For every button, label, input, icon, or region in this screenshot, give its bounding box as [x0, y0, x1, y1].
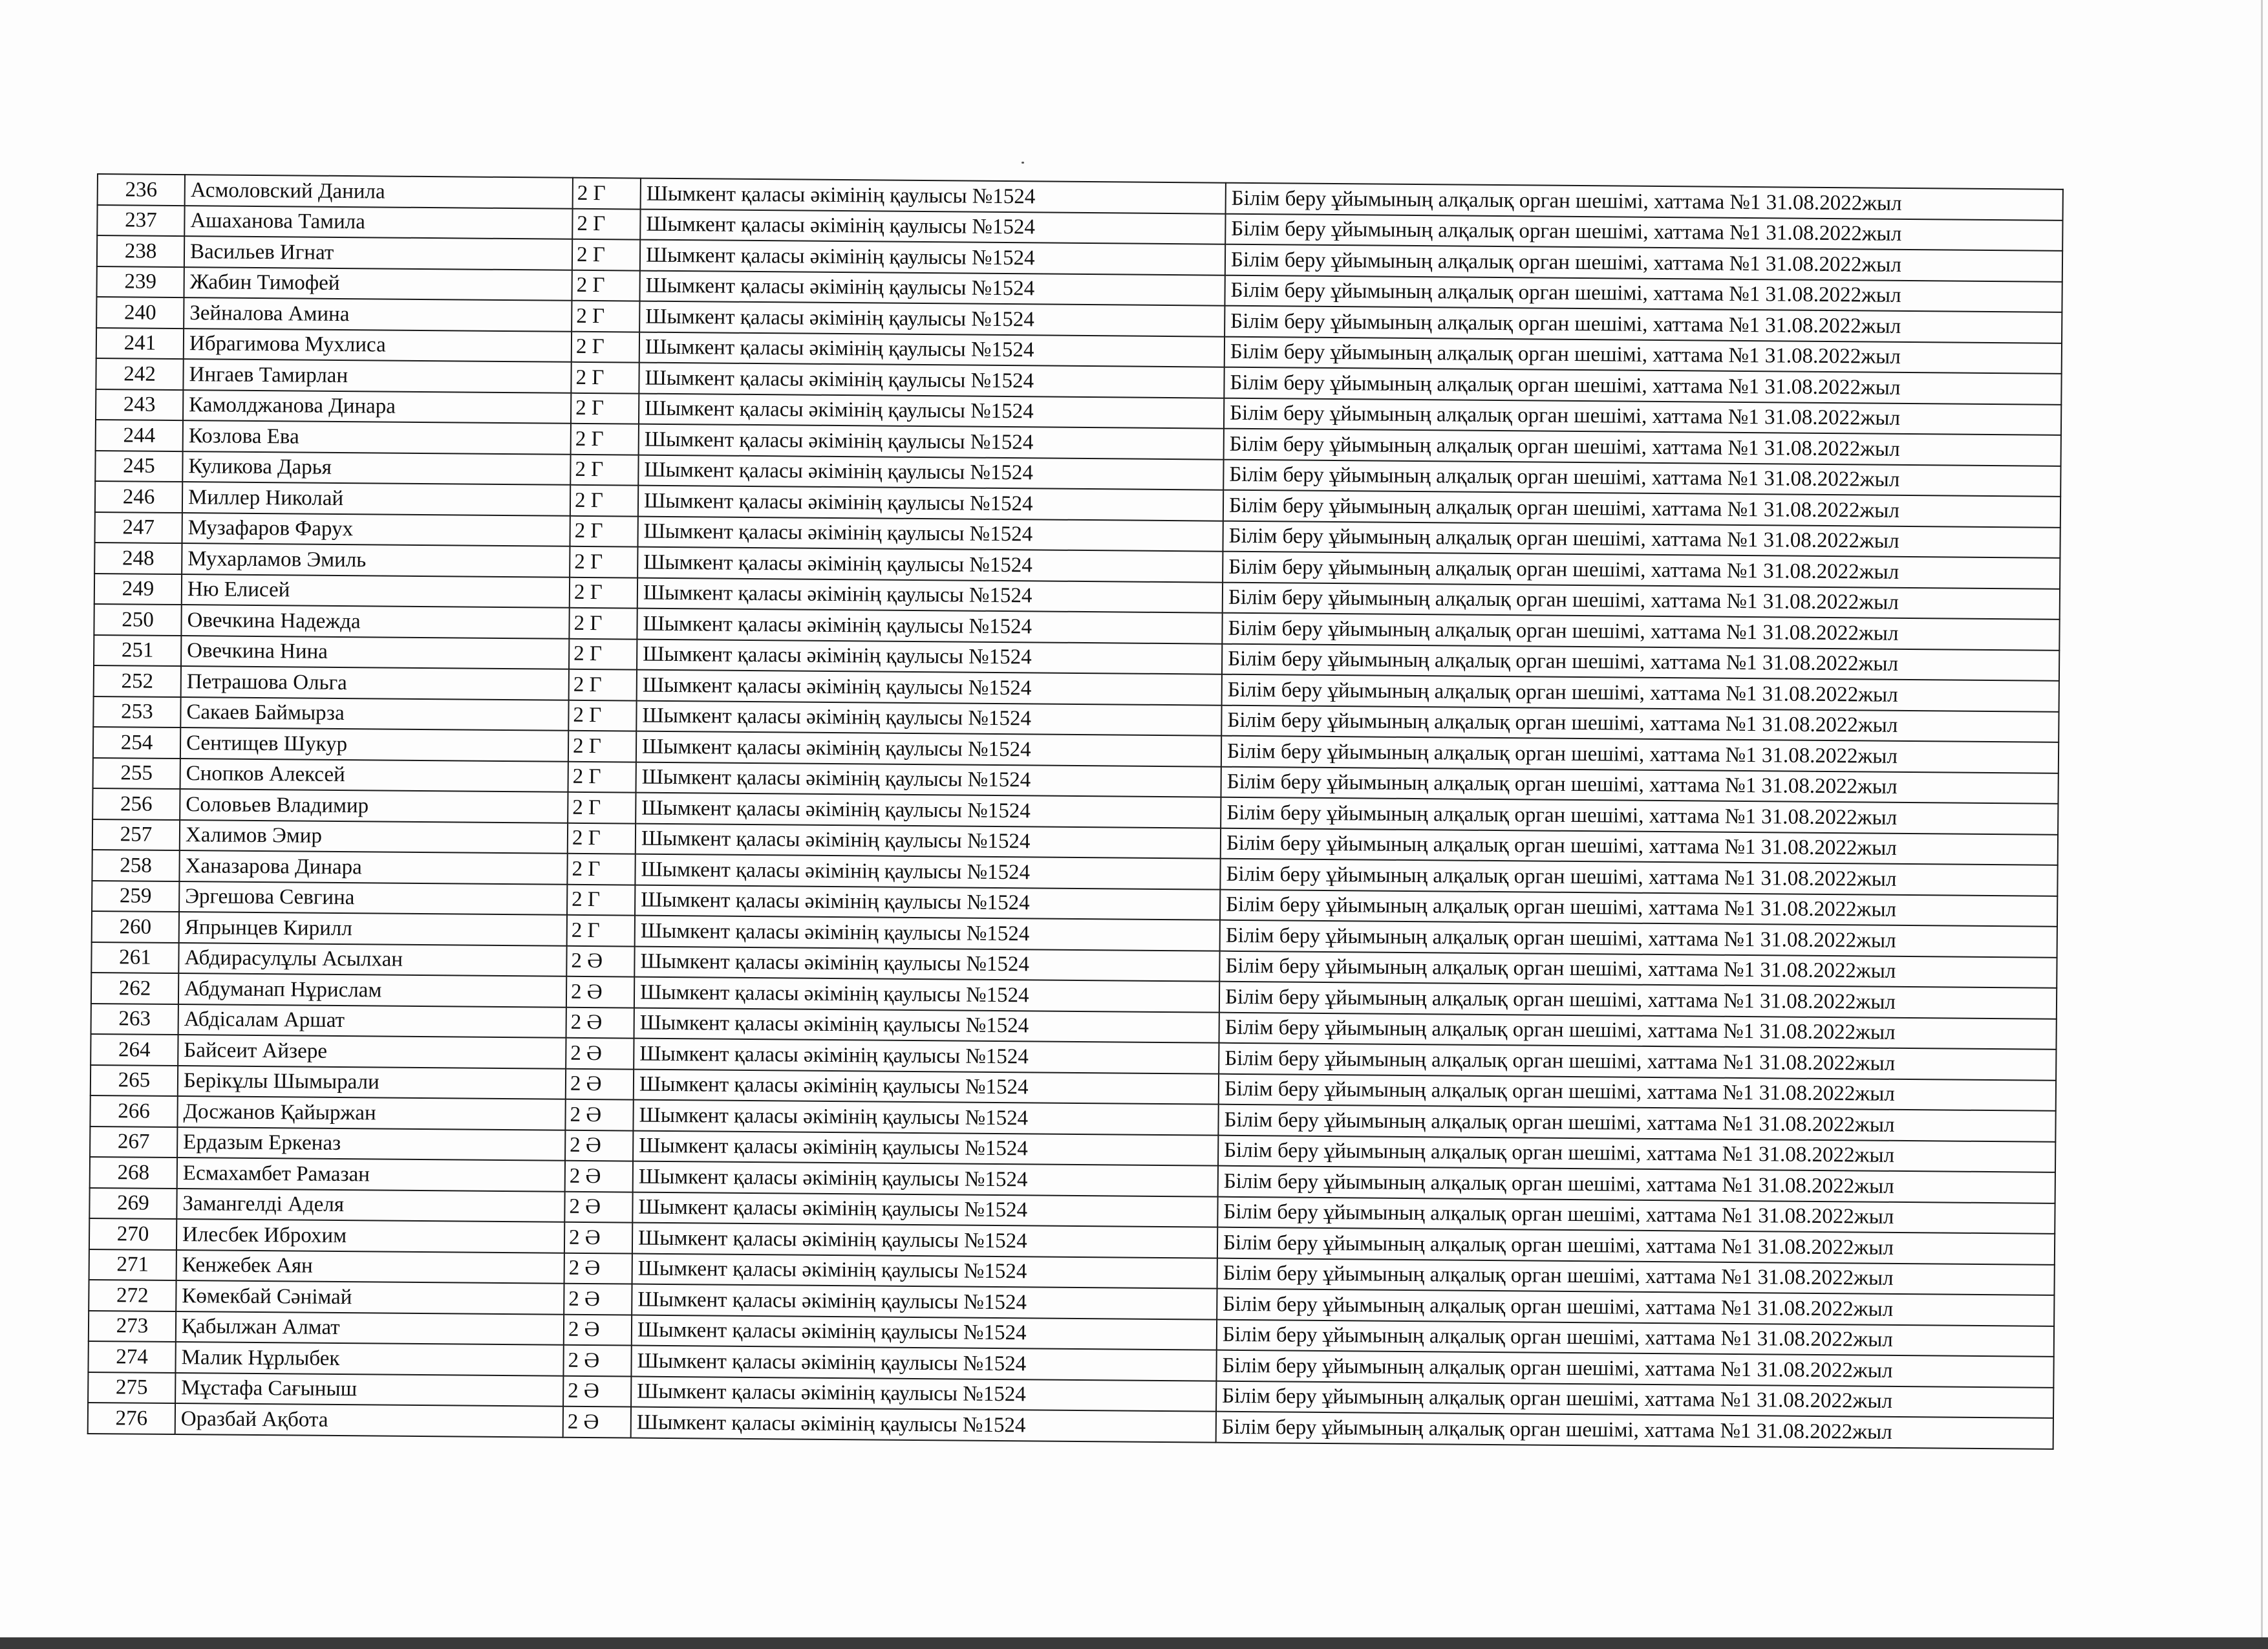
- akimat-resolution: Шымкент қаласы әкімінің қаулысы №1524: [637, 547, 1223, 583]
- row-number: 253: [93, 696, 180, 727]
- council-decision: Білім беру ұйымының алқалық орган шешімі, хаттама №1 31.08.2022жыл: [1220, 859, 2057, 896]
- student-name: Есмахамбет Рамазан: [177, 1158, 565, 1191]
- row-number: 250: [94, 604, 181, 636]
- council-decision: Білім беру ұйымының алқалық орган шешімі, хаттама №1 31.08.2022жыл: [1217, 1319, 2054, 1357]
- class-label: 2 Г: [573, 178, 641, 209]
- akimat-resolution: Шымкент қаласы әкімінің қаулысы №1524: [631, 1346, 1216, 1381]
- student-name: Байсеит Айзере: [178, 1035, 566, 1068]
- class-label: 2 Ә: [566, 1068, 634, 1099]
- row-number: 266: [90, 1095, 177, 1127]
- akimat-resolution: Шымкент қаласы әкімінің қаулысы №1524: [641, 178, 1226, 214]
- student-name: Кенжебек Аян: [177, 1250, 564, 1284]
- student-name: Мұстафа Сағыныш: [175, 1373, 563, 1406]
- council-decision: Білім беру ұйымының алқалық орган шешімі, хаттама №1 31.08.2022жыл: [1220, 889, 2057, 927]
- council-decision: Білім беру ұйымының алқалық орган шешімі, хаттама №1 31.08.2022жыл: [1219, 1043, 2056, 1081]
- student-name: Камолджанова Динара: [183, 390, 571, 424]
- row-number: 255: [93, 757, 180, 789]
- row-number: 239: [96, 266, 184, 298]
- row-number: 248: [94, 543, 182, 574]
- class-label: 2 Г: [570, 577, 637, 608]
- class-label: 2 Г: [571, 393, 639, 424]
- class-label: 2 Г: [572, 331, 639, 362]
- class-label: 2 Ә: [566, 945, 634, 976]
- row-number: 276: [88, 1403, 175, 1434]
- class-label: 2 Г: [570, 515, 637, 546]
- class-label: 2 Ә: [564, 1222, 632, 1253]
- council-decision: Білім беру ұйымының алқалық орган шешімі, хаттама №1 31.08.2022жыл: [1216, 1381, 2053, 1418]
- council-decision: Білім беру ұйымының алқалық орган шешімі, хаттама №1 31.08.2022жыл: [1222, 613, 2059, 651]
- student-name: Оразбай Ақбота: [175, 1403, 563, 1437]
- akimat-resolution: Шымкент қаласы әкімінің қаулысы №1524: [639, 270, 1225, 306]
- council-decision: Білім беру ұйымының алқалық орган шешімі, хаттама №1 31.08.2022жыл: [1221, 705, 2059, 742]
- row-number: 251: [94, 634, 181, 666]
- council-decision: Білім беру ұйымының алқалық орган шешімі, хаттама №1 31.08.2022жыл: [1221, 766, 2058, 804]
- akimat-resolution: Шымкент қаласы әкімінің қаулысы №1524: [633, 1161, 1218, 1197]
- student-name: Жабин Тимофей: [184, 267, 572, 301]
- class-label: 2 Г: [568, 792, 636, 823]
- row-number: 252: [94, 665, 181, 697]
- akimat-resolution: Шымкент қаласы әкімінің қаулысы №1524: [634, 1069, 1219, 1105]
- row-number: 258: [92, 850, 179, 881]
- class-label: 2 Г: [568, 761, 636, 792]
- row-number: 243: [96, 389, 183, 420]
- council-decision: Білім беру ұйымының алқалық орган шешімі, хаттама №1 31.08.2022жыл: [1222, 643, 2059, 681]
- akimat-resolution: Шымкент қаласы әкімінің қаулысы №1524: [631, 1376, 1216, 1412]
- student-name: Досжанов Қайыржан: [177, 1096, 565, 1130]
- akimat-resolution: Шымкент қаласы әкімінің қаулысы №1524: [639, 393, 1224, 429]
- student-name: Асмоловский Данила: [185, 175, 573, 208]
- akimat-resolution: Шымкент қаласы әкімінің қаулысы №1524: [636, 762, 1221, 797]
- row-number: 249: [94, 573, 182, 605]
- akimat-resolution: Шымкент қаласы әкімінің қаулысы №1524: [634, 1008, 1219, 1043]
- row-number: 244: [96, 420, 183, 451]
- class-label: 2 Ә: [564, 1314, 632, 1345]
- council-decision: Білім беру ұйымының алқалық орган шешімі, хаттама №1 31.08.2022жыл: [1217, 1258, 2055, 1295]
- class-label: 2 Г: [567, 854, 635, 885]
- class-label: 2 Г: [571, 424, 639, 455]
- class-label: 2 Г: [568, 823, 636, 854]
- row-number: 271: [89, 1249, 177, 1280]
- student-name: Замангелді Аделя: [177, 1189, 564, 1222]
- akimat-resolution: Шымкент қаласы әкімінің қаулысы №1524: [635, 885, 1220, 920]
- scan-edge-line: [2261, 0, 2263, 1649]
- akimat-resolution: Шымкент қаласы әкімінің қаулысы №1524: [634, 977, 1219, 1013]
- student-name: Сакаев Баймырза: [180, 697, 568, 731]
- registry-table-body: [88, 174, 2063, 1449]
- student-name: Петрашова Ольга: [181, 666, 569, 700]
- class-label: 2 Г: [568, 731, 636, 762]
- akimat-resolution: Шымкент қаласы әкімінің қаулысы №1524: [634, 1039, 1219, 1074]
- akimat-resolution: Шымкент қаласы әкімінің қаулысы №1524: [632, 1192, 1217, 1227]
- row-number: 269: [89, 1187, 177, 1219]
- class-label: 2 Ә: [563, 1375, 631, 1406]
- row-number: 247: [95, 512, 182, 543]
- student-name: Абдісалам Аршат: [178, 1004, 566, 1038]
- class-label: 2 Г: [569, 608, 637, 639]
- akimat-resolution: Шымкент қаласы әкімінің қаулысы №1524: [631, 1407, 1216, 1443]
- council-decision: Білім беру ұйымының алқалық орган шешімі, хаттама №1 31.08.2022жыл: [1225, 213, 2062, 251]
- class-label: 2 Ә: [566, 1007, 634, 1038]
- student-name: Козлова Ева: [183, 420, 571, 454]
- council-decision: Білім беру ұйымының алқалық орган шешімі, хаттама №1 31.08.2022жыл: [1221, 797, 2058, 835]
- row-number: 270: [89, 1218, 177, 1250]
- akimat-resolution: Шымкент қаласы әкімінің қаулысы №1524: [632, 1223, 1217, 1258]
- akimat-resolution: Шымкент қаласы әкімінің қаулысы №1524: [635, 916, 1220, 951]
- council-decision: Білім беру ұйымының алқалық орган шешімі, хаттама №1 31.08.2022жыл: [1224, 398, 2061, 435]
- council-decision: Білім беру ұйымының алқалық орган шешімі, хаттама №1 31.08.2022жыл: [1218, 1166, 2055, 1203]
- row-number: 274: [88, 1341, 175, 1373]
- class-label: 2 Ә: [565, 1099, 633, 1130]
- student-name: Халимов Эмир: [180, 820, 568, 854]
- akimat-resolution: Шымкент қаласы әкімінің қаулысы №1524: [640, 240, 1225, 275]
- akimat-resolution: Шымкент қаласы әкімінің қаулысы №1524: [636, 731, 1221, 767]
- student-name: Ханазарова Динара: [179, 850, 567, 884]
- council-decision: Білім беру ұйымының алқалық орган шешімі, хаттама №1 31.08.2022жыл: [1225, 244, 2062, 282]
- class-label: 2 Ә: [563, 1406, 631, 1438]
- student-name: Япрынцев Кирилл: [179, 912, 567, 945]
- class-label: 2 Г: [571, 362, 639, 393]
- class-label: 2 Г: [572, 270, 639, 301]
- class-label: 2 Г: [570, 454, 638, 485]
- akimat-resolution: Шымкент қаласы әкімінің қаулысы №1524: [634, 946, 1219, 982]
- council-decision: Білім беру ұйымының алқалық орган шешімі, хаттама №1 31.08.2022жыл: [1216, 1350, 2053, 1388]
- row-number: 265: [91, 1064, 178, 1096]
- row-number: 245: [95, 450, 182, 482]
- row-number: 242: [96, 358, 183, 390]
- akimat-resolution: Шымкент қаласы әкімінің қаулысы №1524: [637, 516, 1223, 552]
- council-decision: Білім беру ұйымының алқалық орган шешімі, хаттама №1 31.08.2022жыл: [1226, 183, 2063, 221]
- student-name: Куликова Дарья: [182, 451, 570, 485]
- student-name: Овечкина Нина: [181, 636, 569, 669]
- council-decision: Білім беру ұйымының алқалық орган шешімі, хаттама №1 31.08.2022жыл: [1220, 920, 2057, 958]
- student-name: Зейналова Амина: [184, 297, 572, 331]
- akimat-resolution: Шымкент қаласы әкімінің қаулысы №1524: [639, 363, 1224, 398]
- akimat-resolution: Шымкент қаласы әкімінің қаулысы №1524: [636, 793, 1221, 828]
- student-name: Ердазым Еркеназ: [177, 1127, 565, 1161]
- student-name: Қабылжан Алмат: [176, 1311, 564, 1345]
- akimat-resolution: Шымкент қаласы әкімінің қаулысы №1524: [635, 854, 1220, 890]
- student-name: Мухарламов Эмиль: [182, 543, 570, 577]
- council-decision: Білім беру ұйымының алқалық орган шешімі, хаттама №1 31.08.2022жыл: [1223, 521, 2060, 558]
- council-decision: Білім беру ұйымының алқалық орган шешімі, хаттама №1 31.08.2022жыл: [1219, 982, 2057, 1019]
- council-decision: Білім беру ұйымының алқалық орган шешімі, хаттама №1 31.08.2022жыл: [1217, 1196, 2055, 1234]
- row-number: 259: [92, 880, 179, 912]
- council-decision: Білім беру ұйымының алқалық орган шешімі, хаттама №1 31.08.2022жыл: [1223, 552, 2060, 589]
- council-decision: Білім беру ұйымының алқалық орган шешімі, хаттама №1 31.08.2022жыл: [1218, 1105, 2055, 1142]
- class-label: 2 Ә: [565, 1130, 633, 1161]
- row-number: 236: [98, 174, 185, 206]
- student-name: Эргешова Севгина: [179, 881, 567, 915]
- council-decision: Білім беру ұйымының алқалық орган шешімі, хаттама №1 31.08.2022жыл: [1222, 674, 2059, 712]
- student-name: Көмекбай Сәнімай: [176, 1280, 564, 1314]
- row-number: 241: [96, 328, 184, 360]
- student-name: Снопков Алексей: [180, 759, 568, 792]
- class-label: 2 Г: [572, 301, 639, 332]
- row-number: 246: [95, 481, 182, 513]
- class-label: 2 Ә: [566, 976, 634, 1008]
- council-decision: Білім беру ұйымының алқалық орган шешімі, хаттама №1 31.08.2022жыл: [1221, 828, 2058, 865]
- akimat-resolution: Шымкент қаласы әкімінің қаулысы №1524: [639, 332, 1225, 367]
- akimat-resolution: Шымкент қаласы әкімінің қаулысы №1524: [637, 670, 1222, 706]
- class-label: 2 Ә: [565, 1161, 633, 1192]
- akimat-resolution: Шымкент қаласы әкімінің қаулысы №1524: [637, 609, 1222, 644]
- akimat-resolution: Шымкент қаласы әкімінің қаулысы №1524: [640, 209, 1225, 244]
- council-decision: Білім беру ұйымының алқалық орган шешімі, хаттама №1 31.08.2022жыл: [1225, 275, 2062, 312]
- student-name: Ню Елисей: [182, 574, 570, 608]
- council-decision: Білім беру ұйымының алқалық орган шешімі, хаттама №1 31.08.2022жыл: [1219, 1012, 2056, 1050]
- akimat-resolution: Шымкент қаласы әкімінің қаулысы №1524: [639, 301, 1225, 337]
- row-number: 264: [91, 1034, 178, 1066]
- row-number: 237: [97, 205, 184, 237]
- akimat-resolution: Шымкент қаласы әкімінің қаулысы №1524: [632, 1284, 1217, 1320]
- row-number: 256: [92, 788, 180, 820]
- council-decision: Білім беру ұйымының алқалық орган шешімі, хаттама №1 31.08.2022жыл: [1221, 736, 2059, 773]
- class-label: 2 Г: [569, 638, 637, 669]
- class-label: 2 Г: [567, 915, 635, 946]
- class-label: 2 Г: [570, 546, 637, 577]
- class-label: 2 Г: [568, 700, 636, 731]
- student-name: Соловьев Владимир: [180, 789, 568, 823]
- council-decision: Білім беру ұйымының алқалық орган шешімі, хаттама №1 31.08.2022жыл: [1225, 336, 2062, 374]
- akimat-resolution: Шымкент қаласы әкімінің қаулысы №1524: [633, 1100, 1218, 1136]
- council-decision: Білім беру ұйымының алқалық орган шешімі, хаттама №1 31.08.2022жыл: [1217, 1289, 2054, 1326]
- row-number: 254: [93, 727, 180, 759]
- council-decision: Білім беру ұйымының алқалық орган шешімі, хаттама №1 31.08.2022жыл: [1223, 490, 2060, 528]
- student-name: Овечкина Надежда: [181, 605, 569, 638]
- council-decision: Білім беру ұйымының алқалық орган шешімі, хаттама №1 31.08.2022жыл: [1225, 306, 2062, 343]
- row-number: 268: [90, 1157, 177, 1189]
- row-number: 272: [89, 1280, 176, 1311]
- row-number: 260: [92, 911, 179, 943]
- row-number: 240: [96, 297, 184, 329]
- council-decision: Білім беру ұйымының алқалық орган шешімі, хаттама №1 31.08.2022жыл: [1219, 1073, 2056, 1111]
- class-label: 2 Г: [572, 208, 640, 239]
- scan-speck: [1022, 162, 1024, 164]
- row-number: 262: [91, 973, 178, 1004]
- akimat-resolution: Шымкент қаласы әкімінің қаулысы №1524: [638, 486, 1223, 521]
- scan-bottom-edge: [0, 1637, 2268, 1649]
- row-number: 267: [90, 1126, 177, 1158]
- akimat-resolution: Шымкент қаласы әкімінің қаулысы №1524: [633, 1130, 1218, 1166]
- student-name: Сентищев Шукур: [180, 727, 568, 761]
- akimat-resolution: Шымкент қаласы әкімінің қаулысы №1524: [639, 424, 1224, 460]
- akimat-resolution: Шымкент қаласы әкімінің қаулысы №1524: [636, 823, 1221, 859]
- akimat-resolution: Шымкент қаласы әкімінің қаулысы №1524: [636, 700, 1221, 736]
- class-label: 2 Г: [572, 239, 640, 270]
- row-number: 275: [88, 1372, 175, 1403]
- akimat-resolution: Шымкент қаласы әкімінің қаулысы №1524: [632, 1315, 1217, 1350]
- student-name: Абдирасулұлы Асылхан: [178, 943, 566, 976]
- class-label: 2 Г: [570, 485, 638, 516]
- class-label: 2 Ә: [564, 1284, 632, 1315]
- akimat-resolution: Шымкент қаласы әкімінің қаулысы №1524: [638, 455, 1223, 490]
- student-name: Музафаров Фарух: [182, 513, 570, 546]
- student-name: Берікұлы Шымырали: [178, 1066, 566, 1099]
- class-label: 2 Ә: [563, 1345, 631, 1376]
- student-name: Малик Нұрлыбек: [175, 1342, 563, 1375]
- student-name: Ашаханова Тамила: [184, 206, 572, 239]
- student-name: Миллер Николай: [182, 482, 570, 515]
- council-decision: Білім беру ұйымының алқалық орган шешімі, хаттама №1 31.08.2022жыл: [1217, 1227, 2055, 1265]
- council-decision: Білім беру ұйымының алқалық орган шешімі, хаттама №1 31.08.2022жыл: [1223, 582, 2060, 620]
- row-number: 257: [92, 819, 180, 850]
- row-number: 273: [89, 1310, 176, 1342]
- council-decision: Білім беру ұйымының алқалық орган шешімі, хаттама №1 31.08.2022жыл: [1219, 951, 2057, 988]
- student-name: Ибрагимова Мухлиса: [184, 329, 572, 362]
- row-number: 238: [97, 235, 184, 267]
- akimat-resolution: Шымкент қаласы әкімінің қаулысы №1524: [637, 577, 1223, 613]
- class-label: 2 Ә: [564, 1191, 632, 1222]
- class-label: 2 Г: [569, 669, 637, 700]
- akimat-resolution: Шымкент қаласы әкімінің қаулысы №1524: [632, 1253, 1217, 1289]
- class-label: 2 Ә: [566, 1038, 634, 1069]
- council-decision: Білім беру ұйымының алқалық орган шешімі, хаттама №1 31.08.2022жыл: [1224, 367, 2061, 405]
- row-number: 263: [91, 1003, 178, 1035]
- student-registry-table: [87, 173, 2064, 1449]
- class-label: 2 Г: [567, 884, 635, 915]
- row-number: 261: [91, 942, 178, 973]
- akimat-resolution: Шымкент қаласы әкімінің қаулысы №1524: [637, 639, 1222, 674]
- student-name: Илесбек Иброхим: [177, 1219, 564, 1253]
- student-name: Васильев Игнат: [184, 236, 572, 270]
- class-label: 2 Ә: [564, 1253, 632, 1284]
- council-decision: Білім беру ұйымының алқалық орган шешімі, хаттама №1 31.08.2022жыл: [1224, 429, 2061, 466]
- council-decision: Білім беру ұйымының алқалық орган шешімі, хаттама №1 31.08.2022жыл: [1223, 459, 2060, 497]
- student-name: Ингаев Тамирлан: [183, 359, 571, 393]
- student-name: Абдуманап Нұрислам: [178, 973, 566, 1007]
- council-decision: Білім беру ұйымының алқалық орган шешімі, хаттама №1 31.08.2022жыл: [1216, 1412, 2053, 1449]
- council-decision: Білім беру ұйымының алқалық орган шешімі, хаттама №1 31.08.2022жыл: [1218, 1135, 2055, 1172]
